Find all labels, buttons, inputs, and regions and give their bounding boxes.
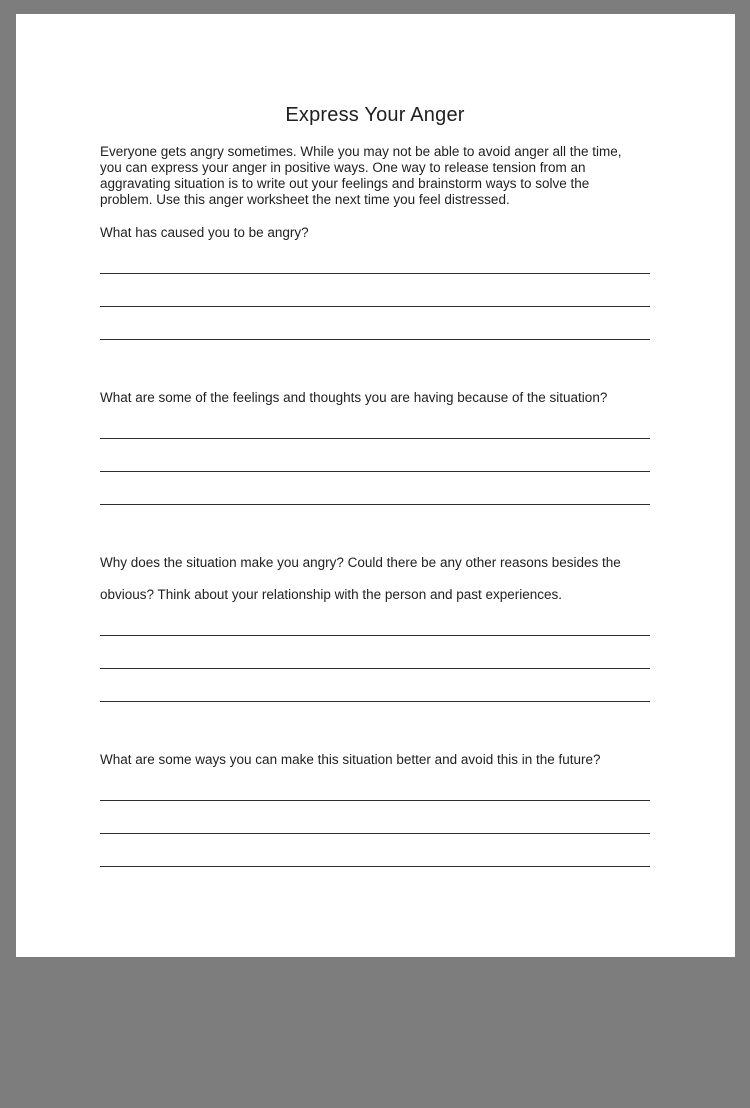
answer-blank-line: [100, 834, 650, 867]
answer-blank-line: [100, 406, 650, 439]
answer-blank-line: [100, 439, 650, 472]
worksheet-page: [16, 14, 735, 957]
answer-blank-line: [100, 274, 650, 307]
question-section-2: [100, 390, 650, 505]
question-text: What are some ways you can make this situation better and avoid this in the future?: [100, 752, 601, 767]
answer-blank-line: [100, 636, 650, 669]
question-section-3: [100, 555, 650, 702]
answer-blank-line: [100, 307, 650, 340]
question-text: What has caused you to be angry?: [100, 225, 309, 240]
answer-blank-line: [100, 472, 650, 505]
answer-blank-line: [100, 801, 650, 834]
intro-line: you can express your anger in positive ways. One way to release tension from an: [100, 160, 586, 175]
answer-blank-line: [100, 603, 650, 636]
answer-blank-line: [100, 768, 650, 801]
question-text: What are some of the feelings and thoughts you are having because of the situation?: [100, 390, 608, 405]
question-text: Why does the situation make you angry? Could there be any other reasons besides the: [100, 555, 621, 570]
question-section-1: [100, 225, 650, 340]
intro-line: problem. Use this anger worksheet the next time you feel distressed.: [100, 192, 510, 207]
intro-paragraph: [100, 144, 650, 208]
question-section-4: [100, 752, 650, 867]
answer-blank-line: [100, 241, 650, 274]
intro-line: Everyone gets angry sometimes. While you may not be able to avoid anger all the time,: [100, 144, 622, 159]
question-text: obvious? Think about your relationship with the person and past experiences.: [100, 587, 563, 602]
answer-blank-line: [100, 669, 650, 702]
worksheet-title: Express Your Anger: [285, 104, 465, 126]
intro-line: aggravating situation is to write out your feelings and brainstorm ways to solve the: [100, 176, 590, 191]
